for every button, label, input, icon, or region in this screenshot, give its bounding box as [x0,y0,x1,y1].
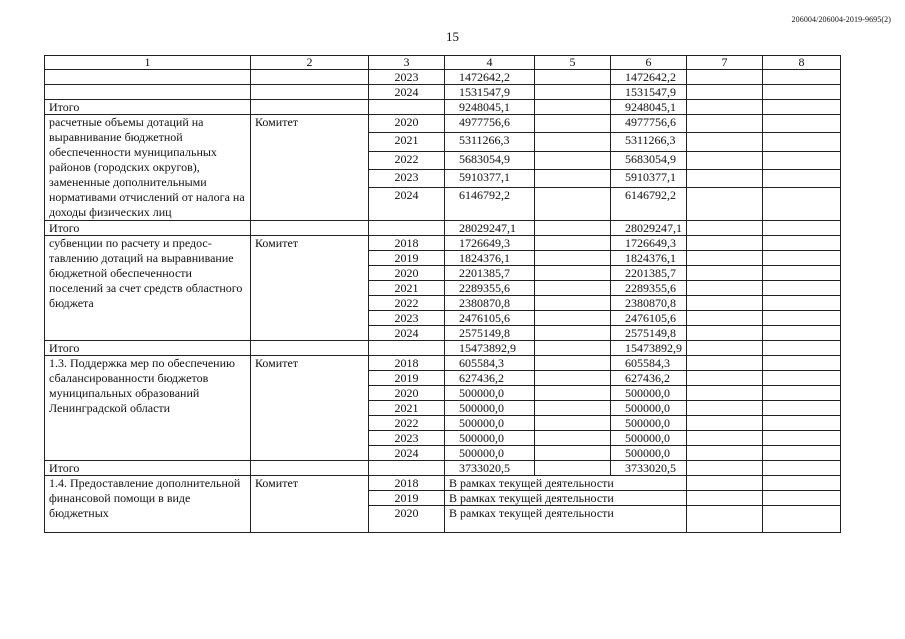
col7-cell [687,416,763,431]
executor-cell: Комитет [251,476,369,533]
col6-value: 5683054,9 [611,151,687,169]
col8-cell [763,341,841,356]
col7-cell [687,491,763,506]
column-header: 4 [445,56,535,70]
col5-cell [535,281,611,296]
col5-cell [535,169,611,187]
description-cell: расчетные объемы дотаций на выравнивание бюджетной обеспеченности муниципальных районов (городских округов), замененные дополнительными нормативами отчислений от налога на доходы физических лиц [45,115,251,221]
col6-value: 2289355,6 [611,281,687,296]
status-text: В рамках текущей деятельности [445,476,687,491]
col8-cell [763,151,841,169]
col4-value: 1472642,2 [445,70,535,85]
col8-cell [763,371,841,386]
table-row [45,476,841,491]
col7-cell [687,461,763,476]
total-row [45,341,841,356]
col8-cell [763,311,841,326]
col8-cell [763,85,841,100]
table-row [45,70,841,85]
col5-cell [535,416,611,431]
col8-cell [763,446,841,461]
col7-cell [687,236,763,251]
col8-cell [763,401,841,416]
description-cell: 1.3. Поддержка мер по обеспечению сбалансированности бюджетов муниципальных образований Ленинградской области [45,356,251,461]
col8-cell [763,266,841,281]
col8-cell [763,70,841,85]
year-cell: 2021 [369,281,445,296]
col4-value: 605584,3 [445,356,535,371]
col7-cell [687,266,763,281]
year-cell: 2022 [369,416,445,431]
col5-cell [535,236,611,251]
col7-cell [687,446,763,461]
col7-cell [687,311,763,326]
col6-value: 2575149,8 [611,326,687,341]
col7-cell [687,431,763,446]
col5-cell [535,266,611,281]
col5-cell [535,371,611,386]
page-number: 15 [446,29,459,44]
executor-cell [251,461,369,476]
col4-value: 500000,0 [445,431,535,446]
table-row [45,85,841,100]
col4-value: 500000,0 [445,386,535,401]
col8-cell [763,188,841,221]
col8-cell [763,100,841,115]
year-cell [369,461,445,476]
year-cell [369,221,445,236]
col5-cell [535,100,611,115]
total-row [45,100,841,115]
col8-cell [763,133,841,151]
col6-value: 4977756,6 [611,115,687,133]
col7-cell [687,221,763,236]
col5-cell [535,311,611,326]
col5-cell [535,341,611,356]
col4-value: 500000,0 [445,401,535,416]
col5-cell [535,70,611,85]
description-cell: 1.4. Предоставление дополнительной финансовой помощи в виде бюджетных [45,476,251,533]
year-cell: 2024 [369,446,445,461]
year-cell: 2019 [369,251,445,266]
col5-cell [535,85,611,100]
col4-value: 5910377,1 [445,169,535,187]
col6-value: 500000,0 [611,431,687,446]
document-id: 206004/206004-2019-9695(2) [791,15,891,24]
col4-value: 2476105,6 [445,311,535,326]
col7-cell [687,371,763,386]
year-cell [369,341,445,356]
total-label: Итого [45,461,251,476]
executor-cell: Комитет [251,356,369,461]
col6-value: 627436,2 [611,371,687,386]
col7-cell [687,85,763,100]
col4-value: 2575149,8 [445,326,535,341]
col8-cell [763,461,841,476]
column-header-row [45,56,841,70]
year-cell: 2019 [369,491,445,506]
year-cell: 2018 [369,476,445,491]
col8-cell [763,221,841,236]
col6-value: 1472642,2 [611,70,687,85]
col5-cell [535,188,611,221]
col5-cell [535,221,611,236]
col6-value: 2201385,7 [611,266,687,281]
col6-value: 500000,0 [611,386,687,401]
total-col4-value: 3733020,5 [445,461,535,476]
executor-cell [251,341,369,356]
year-cell: 2019 [369,371,445,386]
col4-value: 627436,2 [445,371,535,386]
col8-cell [763,356,841,371]
budget-table [44,55,841,533]
col4-value: 4977756,6 [445,115,535,133]
col6-value: 6146792,2 [611,188,687,221]
col7-cell [687,70,763,85]
column-header: 7 [687,56,763,70]
col5-cell [535,251,611,266]
executor-cell: Комитет [251,115,369,221]
year-cell: 2023 [369,70,445,85]
col7-cell [687,281,763,296]
col8-cell [763,416,841,431]
column-header: 1 [45,56,251,70]
total-label: Итого [45,221,251,236]
col4-value: 5683054,9 [445,151,535,169]
table-row [45,356,841,371]
col8-cell [763,476,841,491]
col8-cell [763,326,841,341]
col6-value: 1531547,9 [611,85,687,100]
year-cell: 2024 [369,188,445,221]
col5-cell [535,356,611,371]
total-col4-value: 15473892,9 [445,341,535,356]
col5-cell [535,446,611,461]
year-cell: 2020 [369,266,445,281]
col5-cell [535,296,611,311]
col7-cell [687,169,763,187]
col7-cell [687,296,763,311]
description-cell: субвенции по расчету и предос-тавлению дотаций на выравнивание бюджетной обеспеченности поселений за счет средств областного бюджета [45,236,251,341]
column-header: 8 [763,56,841,70]
total-label: Итого [45,341,251,356]
total-row [45,221,841,236]
col8-cell [763,506,841,533]
col7-cell [687,100,763,115]
col8-cell [763,296,841,311]
col6-value: 500000,0 [611,401,687,416]
year-cell: 2022 [369,151,445,169]
description-cell [45,70,251,85]
year-cell: 2024 [369,85,445,100]
col8-cell [763,491,841,506]
executor-cell: Комитет [251,236,369,341]
year-cell [369,100,445,115]
col5-cell [535,151,611,169]
executor-cell [251,221,369,236]
executor-cell [251,85,369,100]
col5-cell [535,326,611,341]
col6-value: 500000,0 [611,416,687,431]
col7-cell [687,133,763,151]
col5-cell [535,386,611,401]
col8-cell [763,281,841,296]
col8-cell [763,115,841,133]
description-cell [45,85,251,100]
col4-value: 2289355,6 [445,281,535,296]
col4-value: 1726649,3 [445,236,535,251]
col7-cell [687,251,763,266]
column-header: 6 [611,56,687,70]
year-cell: 2020 [369,506,445,533]
col8-cell [763,236,841,251]
status-text: В рамках текущей деятельности [445,491,687,506]
col7-cell [687,341,763,356]
total-col6-value: 9248045,1 [611,100,687,115]
year-cell: 2023 [369,169,445,187]
year-cell: 2020 [369,386,445,401]
status-text: В рамках текущей деятельности [445,506,687,533]
col8-cell [763,251,841,266]
year-cell: 2018 [369,356,445,371]
col7-cell [687,401,763,416]
col7-cell [687,356,763,371]
col4-value: 1824376,1 [445,251,535,266]
year-cell: 2024 [369,326,445,341]
total-row [45,461,841,476]
total-col6-value: 28029247,1 [611,221,687,236]
col4-value: 2380870,8 [445,296,535,311]
total-col4-value: 28029247,1 [445,221,535,236]
col5-cell [535,115,611,133]
table-row [45,236,841,251]
col4-value: 2201385,7 [445,266,535,281]
total-col6-value: 15473892,9 [611,341,687,356]
col5-cell [535,431,611,446]
col5-cell [535,461,611,476]
column-header: 3 [369,56,445,70]
col7-cell [687,386,763,401]
col6-value: 605584,3 [611,356,687,371]
executor-cell [251,100,369,115]
year-cell: 2023 [369,311,445,326]
year-cell: 2020 [369,115,445,133]
col4-value: 500000,0 [445,446,535,461]
total-label: Итого [45,100,251,115]
col8-cell [763,431,841,446]
year-cell: 2021 [369,133,445,151]
col6-value: 500000,0 [611,446,687,461]
column-header: 5 [535,56,611,70]
col7-cell [687,326,763,341]
col7-cell [687,115,763,133]
year-cell: 2021 [369,401,445,416]
col6-value: 5910377,1 [611,169,687,187]
col6-value: 1824376,1 [611,251,687,266]
col8-cell [763,169,841,187]
col8-cell [763,386,841,401]
col7-cell [687,188,763,221]
col6-value: 5311266,3 [611,133,687,151]
total-col4-value: 9248045,1 [445,100,535,115]
col6-value: 2380870,8 [611,296,687,311]
col5-cell [535,401,611,416]
col7-cell [687,476,763,491]
col6-value: 1726649,3 [611,236,687,251]
col5-cell [535,133,611,151]
executor-cell [251,70,369,85]
year-cell: 2018 [369,236,445,251]
col6-value: 2476105,6 [611,311,687,326]
column-header: 2 [251,56,369,70]
total-col6-value: 3733020,5 [611,461,687,476]
col4-value: 500000,0 [445,416,535,431]
col4-value: 1531547,9 [445,85,535,100]
col7-cell [687,506,763,533]
year-cell: 2022 [369,296,445,311]
col4-value: 6146792,2 [445,188,535,221]
col4-value: 5311266,3 [445,133,535,151]
year-cell: 2023 [369,431,445,446]
col7-cell [687,151,763,169]
table-row [45,115,841,133]
